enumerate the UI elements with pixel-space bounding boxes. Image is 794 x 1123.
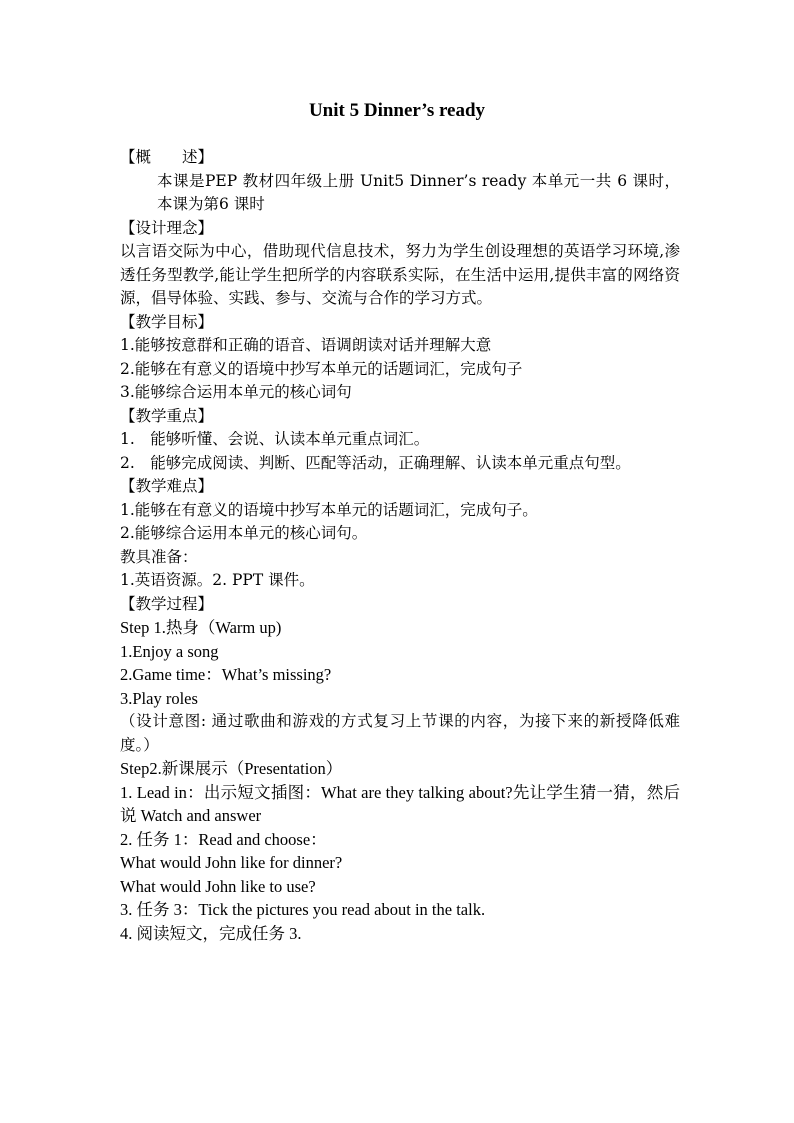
key-point-item: 2. 能够完成阅读、判断、匹配等活动，正确理解、认读本单元重点句型。: [120, 453, 631, 472]
section-heading-key-points: 【教学重点】: [120, 406, 214, 425]
difficulty-item: 1.能够在有意义的语境中抄写本单元的话题词汇，完成句子。: [120, 500, 538, 519]
step-item: 3. 任务 3：Tick the pictures you read about in the talk.: [120, 900, 486, 919]
section-heading-design-concept: 【设计理念】: [120, 218, 214, 237]
step-item: 2.Game time：What’s missing?: [120, 665, 332, 684]
document-title: Unit 5 Dinner’s ready: [308, 100, 486, 121]
objective-item: 3.能够综合运用本单元的核心词句: [120, 383, 352, 401]
overview-paragraph: 本课是PEP 教材四年级上册 Unit5 Dinner’s ready 本单元一共 6 课时，本课为第6 课时: [157, 171, 680, 213]
difficulty-item: 2.能够综合运用本单元的核心词句。: [120, 524, 368, 542]
step-item: 1.Enjoy a song: [120, 641, 219, 661]
step-item: What would John like for dinner?: [120, 853, 343, 872]
step-item: 1. Lead in：出示短文插图：What are they talking about?先让学生猜一猜，然后说 Watch and answer: [120, 782, 680, 825]
section-heading-overview: 【概 述】: [120, 148, 214, 166]
section-heading-process: 【教学过程】: [120, 594, 214, 613]
step-item: 2. 任务 1：Read and choose：: [120, 829, 327, 849]
design-intent-note: （设计意图: 通过歌曲和游戏的方式复习上节课的内容，为接下来的新授降低难度。）: [120, 712, 680, 754]
step-item: 3.Play roles: [120, 688, 198, 708]
step-1-heading: Step 1.热身（Warm up): [120, 618, 282, 637]
teaching-aids-list: 1.英语资源。2. PPT 课件。: [120, 571, 315, 589]
objective-item: 1.能够按意群和正确的语音、语调朗读对话并理解大意: [120, 336, 492, 354]
step-item: What would John like to use?: [120, 876, 316, 896]
section-heading-objectives: 【教学目标】: [120, 312, 214, 331]
document-body: [120, 146, 680, 945]
section-heading-difficulties: 【教学难点】: [120, 477, 214, 495]
design-concept-paragraph: 以言语交际为中心，借助现代信息技术，努力为学生创设理想的英语学习环境,渗透任务型教学,能让学生把所学的内容联系实际，在生活中运用,提供丰富的网络资源，倡导体验、实践、参与、交流与合作的学习方式。: [120, 242, 680, 307]
objective-item: 2.能够在有意义的语境中抄写本单元的话题词汇，完成句子: [120, 359, 523, 378]
step-2-heading: Step2.新课展示（Presentation）: [120, 759, 343, 778]
teaching-aids-heading: 教具准备：: [120, 547, 198, 566]
key-point-item: 1. 能够听懂、会说、认读本单元重点词汇。: [120, 430, 430, 448]
step-item: 4. 阅读短文，完成任务 3.: [120, 923, 302, 943]
